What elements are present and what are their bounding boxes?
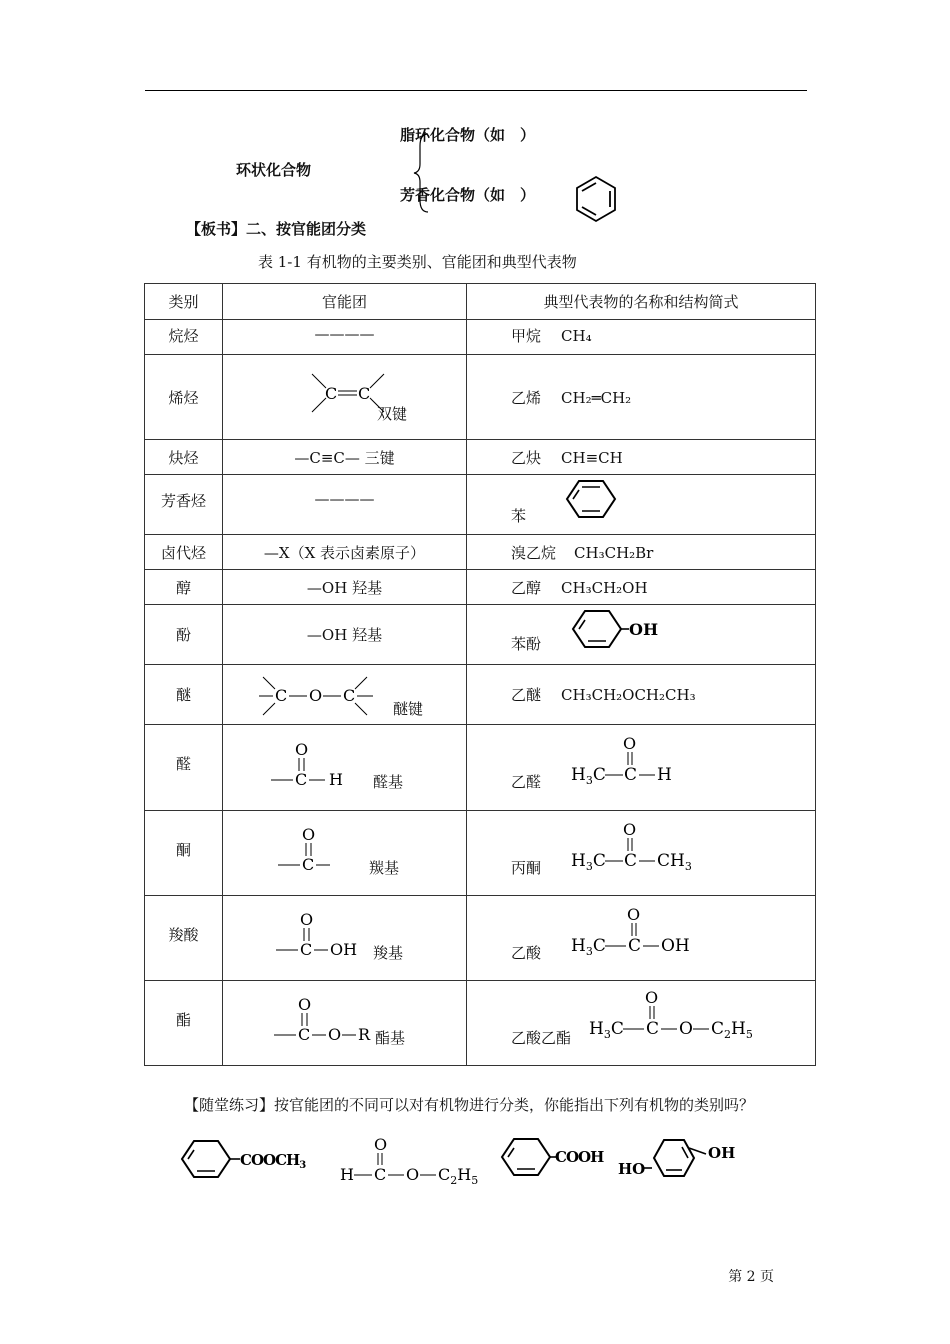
board-heading: 【板书】二、按官能团分类 [186, 220, 367, 238]
rep-formula: CH₂═CH₂ [561, 388, 632, 407]
table-row [145, 440, 816, 475]
svg-text:C: C [628, 936, 642, 956]
category-cell: 烯烃 [145, 355, 223, 440]
category-cell: 卤代烃 [145, 535, 223, 570]
svg-text:C: C [299, 940, 312, 959]
representative-cell [467, 355, 816, 440]
ester-group-structure [268, 988, 388, 1058]
table-row [145, 570, 816, 605]
table-row [145, 605, 816, 665]
rep-name: 乙酸乙酯 [511, 1029, 572, 1047]
svg-text:C: C [343, 685, 356, 705]
acetaldehyde-structure [571, 731, 691, 801]
svg-text:C: C [624, 851, 638, 871]
group-label: 醚键 [393, 700, 424, 718]
rep-formula: CH₃CH₂OH [561, 578, 648, 597]
svg-text:O: O [645, 988, 659, 1007]
svg-text:H3C: $H_3C$ [571, 765, 606, 787]
svg-text:H3C: $H_3C$ [571, 851, 606, 873]
header-category: 类别 [145, 284, 223, 320]
svg-text:C: C [294, 769, 307, 789]
category-cell: 醚 [145, 665, 223, 725]
rep-formula: CH≡CH [561, 448, 623, 467]
svg-text:O: O [627, 905, 641, 924]
rep-name: 乙醇 [511, 578, 542, 597]
rep-name: 丙酮 [511, 859, 542, 877]
cyclic-label: 环状化合物 [236, 161, 312, 179]
svg-text:OH: OH [629, 620, 659, 639]
phenol-structure-icon [569, 608, 669, 650]
header-group: 官能团 [223, 284, 467, 320]
group-cell [223, 811, 467, 896]
svg-text:O: O [301, 825, 315, 844]
group-label: 醛基 [373, 773, 404, 791]
rep-name: 乙酸 [511, 944, 542, 962]
rep-name: 乙烯 [511, 388, 542, 407]
rep-name: 乙炔 [511, 448, 542, 467]
group-cell [223, 981, 467, 1066]
svg-text:C: C [301, 855, 314, 874]
exercise-prompt: 【随堂练习】按官能团的不同可以对有机物进行分类，你能指出下列有机物的类别吗？ [184, 1096, 755, 1114]
rep-name: 甲烷 [511, 327, 542, 345]
representative-cell [467, 570, 816, 605]
table-row [145, 475, 816, 535]
table-row [145, 355, 816, 440]
representative-cell [467, 665, 816, 725]
category-cell: 羧酸 [145, 896, 223, 981]
svg-text:OH: OH [708, 1144, 736, 1162]
svg-text:C: C [646, 1019, 660, 1039]
group-cell: ———— [223, 475, 467, 535]
benzene-structure-icon [572, 174, 620, 224]
representative-cell [467, 896, 816, 981]
rep-name: 苯 [511, 507, 527, 525]
table-row [145, 665, 816, 725]
rep-name: 乙醚 [511, 686, 542, 704]
category-cell: 酮 [145, 811, 223, 896]
svg-text:R: R [357, 1025, 370, 1044]
category-cell: 芳香烃 [145, 475, 223, 535]
rep-formula: CH₃CH₂OCH₂CH₃ [561, 686, 696, 704]
category-cell: 炔烃 [145, 440, 223, 475]
brace-icon [412, 132, 432, 214]
svg-text:H: H [657, 765, 672, 785]
rep-formula: CH₄ [561, 327, 592, 345]
group-label: 双键 [377, 405, 408, 423]
representative-cell [467, 605, 816, 665]
svg-text:OH: OH [661, 936, 690, 956]
representative-cell [467, 725, 816, 811]
alicyclic-label: 脂环化合物（如 ） [400, 126, 536, 144]
group-cell: —OH 羟基 [223, 605, 467, 665]
representative-cell [467, 535, 816, 570]
svg-text:O: O [374, 1135, 388, 1154]
table-row [145, 811, 816, 896]
svg-text:COOH: COOH [555, 1148, 604, 1166]
benzene-structure-icon [563, 478, 619, 520]
methyl-benzoate-structure [178, 1138, 323, 1184]
ethyl-formate-structure [338, 1132, 488, 1190]
group-cell: ———— [223, 320, 467, 355]
category-cell: 醇 [145, 570, 223, 605]
svg-text:O: O [406, 1165, 420, 1184]
svg-text:C: C [324, 384, 337, 403]
svg-text:C: C [357, 384, 370, 403]
rep-name: 苯酚 [511, 635, 542, 653]
svg-text:C: C [297, 1025, 310, 1044]
svg-text:H3C: $H_3C$ [589, 1019, 624, 1041]
svg-text:OH: OH [329, 940, 357, 959]
table-row [145, 535, 816, 570]
group-cell [223, 896, 467, 981]
svg-text:CH3: $CH_3$ [657, 851, 692, 873]
rep-name: 溴乙烷 [511, 543, 557, 562]
representative-cell [467, 475, 816, 535]
svg-text:O: O [297, 995, 311, 1014]
representative-cell [467, 811, 816, 896]
representative-cell [467, 981, 816, 1066]
table-row [145, 896, 816, 981]
category-cell: 酚 [145, 605, 223, 665]
table-caption: 表 1-1 有机物的主要类别、官能团和典型代表物 [258, 253, 577, 271]
table-header-row [145, 284, 816, 320]
svg-text:O: O [679, 1019, 693, 1039]
representative-cell [467, 440, 816, 475]
group-cell: —C≡C— 三键 [223, 440, 467, 475]
ether-bond-structure [257, 669, 387, 721]
aromatic-label: 芳香化合物（如 ） [400, 186, 536, 204]
svg-text:COOCH3: $COOCH_3$ [240, 1151, 306, 1171]
category-cell: 酯 [145, 981, 223, 1066]
category-cell: 醛 [145, 725, 223, 811]
aldehyde-group-structure [265, 733, 375, 803]
representative-cell [467, 320, 816, 355]
svg-text:H: H [340, 1165, 354, 1184]
page-number: 第 2 页 [728, 1269, 774, 1285]
svg-text:O: O [294, 739, 308, 759]
header-representative: 典型代表物的名称和结构简式 [467, 284, 816, 320]
svg-text:H: H [328, 769, 343, 789]
svg-text:O: O [623, 820, 637, 839]
header-rule [145, 90, 807, 91]
svg-text:C2H5: $C_2H_5$ [711, 1019, 753, 1041]
functional-group-table [144, 283, 816, 1066]
category-cell: 烷烃 [145, 320, 223, 355]
group-label: 酯基 [375, 1029, 406, 1047]
svg-text:C2H5: $C_2H_5$ [438, 1165, 479, 1187]
svg-text:O: O [327, 1025, 341, 1044]
group-cell: —X（X 表示卤素原子） [223, 535, 467, 570]
table-row [145, 725, 816, 811]
acetic-acid-structure [571, 902, 711, 972]
carboxyl-group-structure [270, 903, 380, 973]
ethyl-acetate-structure [589, 985, 769, 1055]
table-row [145, 981, 816, 1066]
group-cell [223, 665, 467, 725]
rep-name: 乙醛 [511, 773, 542, 791]
svg-text:O: O [299, 910, 313, 929]
svg-text:O: O [623, 734, 637, 753]
svg-text:H3C: $H_3C$ [571, 936, 606, 958]
svg-text:O: O [309, 685, 323, 705]
acetone-structure [571, 817, 711, 887]
table-row [145, 320, 816, 355]
group-cell [223, 355, 467, 440]
group-label: 羧基 [373, 944, 404, 962]
benzoic-acid-structure [498, 1136, 608, 1186]
group-label: 羰基 [369, 859, 400, 877]
rep-formula: CH₃CH₂Br [574, 543, 654, 562]
group-cell: —OH 羟基 [223, 570, 467, 605]
group-cell [223, 725, 467, 811]
hydroquinone-structure [616, 1134, 746, 1188]
svg-text:C: C [374, 1165, 387, 1184]
svg-text:HO: HO [618, 1160, 646, 1178]
carbonyl-group-structure [272, 818, 362, 888]
svg-text:C: C [624, 765, 638, 785]
svg-text:C: C [275, 685, 288, 705]
